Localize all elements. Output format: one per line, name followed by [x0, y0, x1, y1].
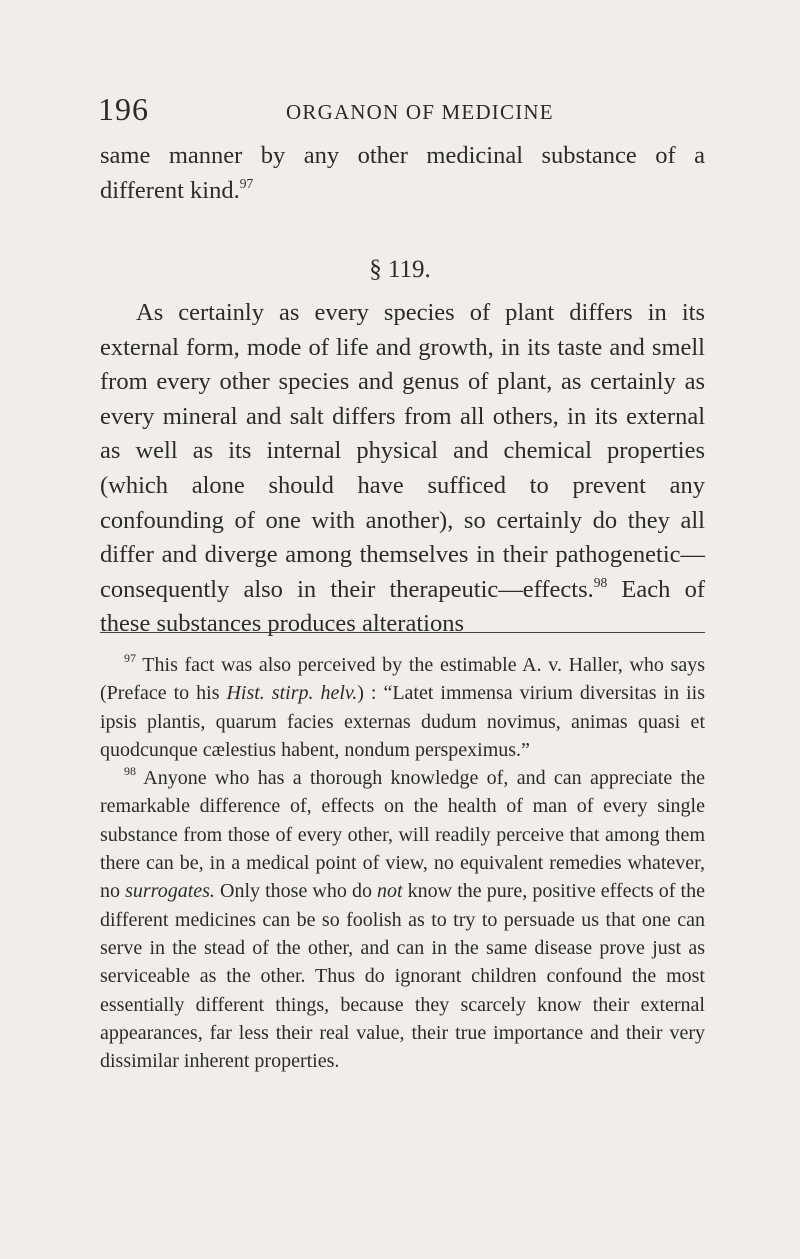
- footnote-98: [100, 764, 705, 1075]
- footnote-ref-97: 97: [239, 175, 254, 191]
- footnote-italic: surrogates.: [125, 880, 215, 903]
- footnote-text: know the pure, positive effects of the different medicines can be so foolish as to try to persuade us that one can serve in the stead of the other, and can in the same disease prove just as serviceable as the other. Thus do ignorant children confound the most essentially different things, because they scarcely know their external appearances, far less their real value, their true importance and their very dissimilar inherent properties.: [100, 880, 705, 1073]
- footnote-number: 97: [124, 651, 136, 665]
- footnote-italic: Hist. stirp. helv.: [226, 682, 358, 705]
- footnote-ref-98: 98: [593, 574, 608, 590]
- footnotes: [100, 651, 705, 1075]
- section-heading: § 119.: [369, 256, 431, 283]
- paragraph-text: As certainly as every species of plant differs in its external form, mode of life and growth, in its taste and smell from every other species and genus of plant, as certainly as every mineral and salt differs from all others, in its external as well as its internal physical and chemical properties (which alone should have sufficed to prevent any confounding of one with another), so certainly do they all differ and diverge among themselves in their pathogenetic—consequently also in their therapeutic—effects.: [100, 299, 705, 603]
- continuation-line: same manner by any other medicinal substance of a: [100, 142, 705, 169]
- footnote-number: 98: [124, 764, 136, 779]
- footnote-text: Only those who do: [214, 880, 378, 903]
- continuation-paragraph: [100, 139, 705, 208]
- footnote-text: This fact was also perceived by the estimable A. v. Haller, who says (Preface to his: [100, 654, 705, 705]
- footnote-text: Anyone who has a thorough knowledge of, and can appreciate the remarkable difference of, effects on the health of man of every single substance from those of every other, will readily perceive that among them there can be, in a medical point of view, no equivalent remedies whatever, no: [100, 767, 705, 903]
- footnote-divider: [100, 632, 705, 633]
- footnote-97: [100, 651, 705, 764]
- section-paragraph: [100, 296, 705, 642]
- footnote-text: ) : “Latet immensa virium diversitas in iis ipsis plantis, quarum facies externas dudum novimus, animas quasi et quodcunque cælestius habent, nondum perspeximus.”: [100, 682, 705, 761]
- continuation-line: different kind.: [100, 176, 240, 204]
- running-title: ORGANON OF MEDICINE: [286, 100, 554, 124]
- page-number: 196: [98, 91, 149, 127]
- footnote-italic: not: [377, 880, 403, 903]
- paragraph-text: Each of these substances produces alterations: [100, 575, 705, 638]
